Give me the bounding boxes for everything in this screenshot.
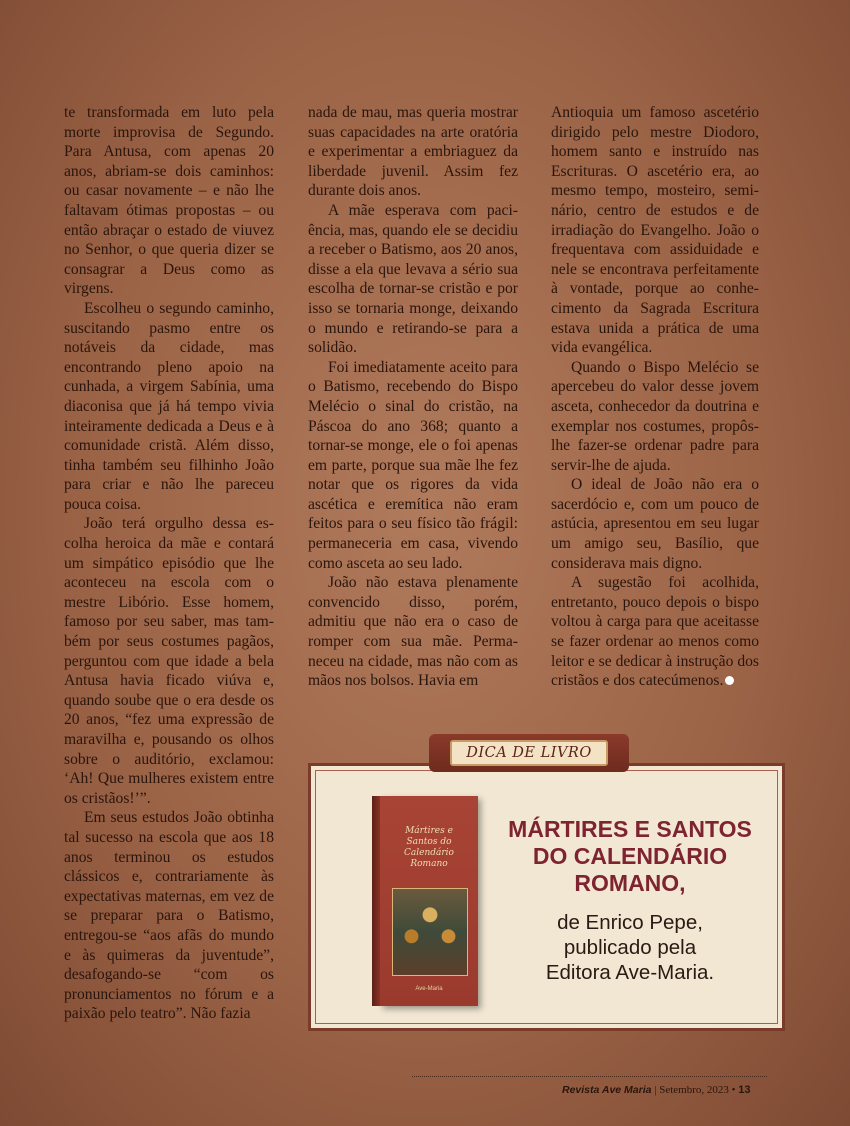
paragraph: Quando o Bispo Melécio se apercebeu do valor desse jovem asceta, conhecedor da doutrina e exemplar nos costumes, propôs-lhe fazer-se ordenar padre para servir-lhe de ajuda.	[551, 358, 759, 474]
paragraph: João terá orgulho dessa escolha heroica da mãe e contará um simpático episódio que lhe aconteceu na escola com o mestre Libório. Esse homem, famoso por seu saber, mas também por seus costumes pagãos, perguntou com que idade a bela Antusa havia ficado viúva e, quando soube que o era desde os 20 anos, “fez uma expressão de maravilha e, pousando os olhos sobre o auditório, exclamou: ‘Ah! Que mulheres existem entre os cristãos!’”.	[64, 515, 274, 807]
paragraph-last-text: A sugestão foi acolhida, entretanto, pouco depois o bispo voltou à carga para que aceitasse se fazer ordenar ao menos como leitor e se dedicar à instrução dos cristãos e dos catecúmenos.	[551, 574, 759, 690]
book-tip-label-text: DICA DE LIVRO	[450, 740, 607, 766]
book-author-publisher	[500, 910, 760, 985]
article-column-1	[64, 103, 274, 1024]
book-spine	[372, 796, 380, 1006]
paragraph: Foi imediatamente aceito para o Batismo, recebendo do Bispo Melécio o sinal do cristão, na Páscoa do ano 368; quanto a tornar-se monge, ele o foi apenas em parte, porque sua mãe lhe fez notar que os rigores da vida ascética e eremítica não eram feitos para o seu físico tão frágil: permaneceria em casa, vivendo como asceta ao seu lado.	[308, 358, 518, 572]
article-column-3	[551, 103, 759, 691]
heading-line: ROMANO,	[574, 870, 686, 896]
paragraph: Escolheu o segundo caminho, suscitando pasmo entre os notáveis da cidade, mas encontrando pleno apoio na cunhada, a virgem Sabínia, uma diaconisa que já há tempo vivia inteiramente dedicada a Deus e à comunidade cristã. Além disso, tinha também seu filhinho João para criar e não lhe pareceu pouca coisa.	[64, 299, 274, 513]
footer-divider	[412, 1076, 767, 1077]
book-tip-label	[429, 734, 629, 772]
book-title-heading	[500, 816, 760, 897]
book-cover-title: Mártires e Santos do Calendário Romano	[404, 826, 454, 869]
page-number: 13	[738, 1084, 751, 1096]
sub-line: Editora Ave-Maria.	[545, 961, 715, 984]
article-column-2	[308, 103, 518, 691]
book-cover-image	[372, 796, 478, 1006]
paragraph: nada de mau, mas queria mostrar suas capacidades na arte oratória e experimentar a embriaguez da liberdade juvenil. Assim fez durante dois anos.	[308, 104, 518, 200]
paragraph: A mãe esperava com paciência, mas, quando ele se decidiu a receber o Batismo, aos 20 anos, disse a ela que levava a sério sua escolha de tornar-se cristão e por isso se tornaria monge, deixando o mundo e retirando-se para a solidão.	[308, 201, 518, 357]
heading-line: MÁRTIRES E SANTOS	[508, 816, 752, 842]
book-cover-artwork	[392, 888, 468, 976]
magazine-name: Revista Ave Maria	[562, 1084, 652, 1096]
paragraph-last	[551, 573, 759, 691]
paragraph: Em seus estudos João obtinha tal sucesso na escola que aos 18 anos terminou os estudos clássicos e, contrariamente às expectativas maternas, em vez de se preparar para o Batismo, entregou-se “aos afãs do mundo e às quimeras da juventude”, desafogando-se “com os pronunciamentos no fórum e a paixão pelo teatro”. Não fazia	[64, 809, 274, 1023]
paragraph: Antioquia um famoso ascetério dirigido pelo mestre Diodoro, homem santo e instruído nas Escrituras. O ascetério era, ao mesmo tempo, mosteiro, seminário, centro de estudos e de irradiação do Evangelho. João o frequentava com assiduidade e nele se encontrava perfeitamente à vontade, porque ao conhecimento da Sagrada Escritura estava unida a prática de uma vida evangélica.	[551, 104, 759, 357]
sub-line: publicado pela	[563, 936, 697, 959]
paragraph: João não estava plenamente convencido disso, porém, admitiu que não era o caso de romper com sua mãe. Permaneceu na cidade, mas não com as mãos nos bolsos. Havia em	[308, 574, 518, 690]
paragraph: O ideal de João não era o sacerdócio e, com um pouco de astúcia, apresentou em seu lugar um amigo seu, Basílio, que considerava mais digno.	[551, 476, 759, 572]
issue-date: | Setembro, 2023 •	[654, 1084, 736, 1096]
page-footer	[562, 1084, 750, 1096]
end-bullet-icon	[725, 676, 734, 685]
book-cover-publisher: Ave-Maria	[415, 986, 443, 992]
sub-line: de Enrico Pepe,	[557, 911, 703, 934]
book-cover	[380, 796, 478, 1006]
paragraph: te transformada em luto pela morte improvisa de Segundo. Para Antusa, com apenas 20 anos, abriam-se dois caminhos: ou casar novamente – e não lhe faltavam ótimas propostas – ou então abraçar o estado de viuvez no Senhor, o que queria dizer se consagrar a Deus como as virgens.	[64, 104, 274, 298]
heading-line: DO CALENDÁRIO	[532, 843, 728, 869]
